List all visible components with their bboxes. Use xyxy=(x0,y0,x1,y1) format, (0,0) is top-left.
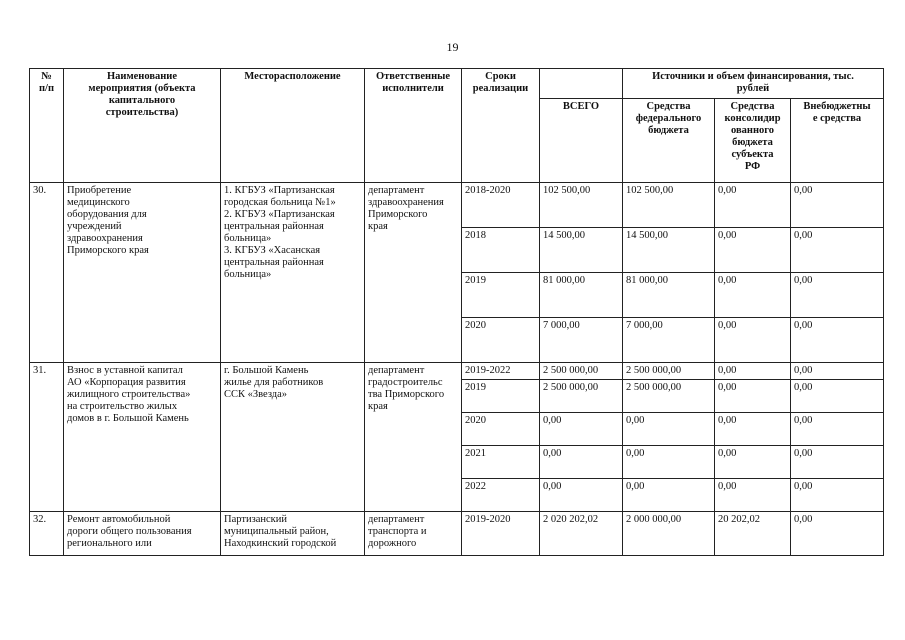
period-cell: 2019-2022 xyxy=(462,363,540,380)
extrabudget-cell: 0,00 xyxy=(791,512,884,556)
consolidated-cell: 0,00 xyxy=(715,479,791,512)
header-federal: Средства федерального бюджета xyxy=(623,99,715,183)
project-location: Партизанский муниципальный район, Находкинский городской xyxy=(221,512,365,556)
header-num: № п/п xyxy=(30,69,64,183)
total-cell: 102 500,00 xyxy=(540,183,623,228)
project-name: Ремонт автомобильной дороги общего пользования регионального или xyxy=(64,512,221,556)
table-row xyxy=(30,183,884,228)
consolidated-cell: 0,00 xyxy=(715,413,791,446)
header-executors: Ответственные исполнители xyxy=(365,69,462,183)
total-cell: 0,00 xyxy=(540,413,623,446)
period-cell: 2019 xyxy=(462,273,540,318)
project-executor: департамент здравоохранения Приморского края xyxy=(365,183,462,363)
extrabudget-cell: 0,00 xyxy=(791,183,884,228)
header-name: Наименование мероприятия (объекта капитального строительства) xyxy=(64,69,221,183)
financing-table xyxy=(29,68,884,556)
consolidated-cell: 0,00 xyxy=(715,380,791,413)
extrabudget-cell: 0,00 xyxy=(791,318,884,363)
total-cell: 2 500 000,00 xyxy=(540,380,623,413)
federal-cell: 2 500 000,00 xyxy=(623,380,715,413)
total-cell: 7 000,00 xyxy=(540,318,623,363)
consolidated-cell: 0,00 xyxy=(715,363,791,380)
project-num: 32. xyxy=(30,512,64,556)
consolidated-cell: 0,00 xyxy=(715,183,791,228)
project-num: 31. xyxy=(30,363,64,512)
extrabudget-cell: 0,00 xyxy=(791,446,884,479)
project-name: Взнос в уставной капитал АО «Корпорация развития жилищного строительства» на строительство жилых домов в г. Большой Камень xyxy=(64,363,221,512)
total-cell: 0,00 xyxy=(540,479,623,512)
total-cell: 0,00 xyxy=(540,446,623,479)
extrabudget-cell: 0,00 xyxy=(791,380,884,413)
total-cell: 2 500 000,00 xyxy=(540,363,623,380)
consolidated-cell: 0,00 xyxy=(715,228,791,273)
period-cell: 2022 xyxy=(462,479,540,512)
extrabudget-cell: 0,00 xyxy=(791,363,884,380)
period-cell: 2021 xyxy=(462,446,540,479)
total-cell: 14 500,00 xyxy=(540,228,623,273)
consolidated-cell: 0,00 xyxy=(715,446,791,479)
project-executor: департамент транспорта и дорожного xyxy=(365,512,462,556)
federal-cell: 2 500 000,00 xyxy=(623,363,715,380)
total-cell: 2 020 202,02 xyxy=(540,512,623,556)
extrabudget-cell: 0,00 xyxy=(791,273,884,318)
period-cell: 2019 xyxy=(462,380,540,413)
header-extrabudget: Внебюджетны е средства xyxy=(791,99,884,183)
period-cell: 2019-2020 xyxy=(462,512,540,556)
federal-cell: 102 500,00 xyxy=(623,183,715,228)
page-number: 19 xyxy=(446,40,459,54)
header-total: ВСЕГО xyxy=(540,99,623,183)
period-cell: 2018 xyxy=(462,228,540,273)
project-location: 1. КГБУЗ «Партизанская городская больница №1» 2. КГБУЗ «Партизанская центральная районная больница» 3. КГБУЗ «Хасанская центральная районная больница» xyxy=(221,183,365,363)
table-header xyxy=(30,69,884,183)
header-sources-group: Источники и объем финансирования, тыс. рублей xyxy=(623,69,884,99)
federal-cell: 0,00 xyxy=(623,413,715,446)
project-name: Приобретение медицинского оборудования для учреждений здравоохранения Приморского края xyxy=(64,183,221,363)
federal-cell: 14 500,00 xyxy=(623,228,715,273)
table-row xyxy=(30,512,884,556)
table-row xyxy=(30,363,884,380)
consolidated-cell: 0,00 xyxy=(715,318,791,363)
period-cell: 2018-2020 xyxy=(462,183,540,228)
consolidated-cell: 0,00 xyxy=(715,273,791,318)
header-blank xyxy=(540,69,623,99)
extrabudget-cell: 0,00 xyxy=(791,479,884,512)
table-body xyxy=(30,183,884,556)
federal-cell: 0,00 xyxy=(623,479,715,512)
project-location: г. Большой Камень жилье для работников ССК «Звезда» xyxy=(221,363,365,512)
consolidated-cell: 20 202,02 xyxy=(715,512,791,556)
period-cell: 2020 xyxy=(462,318,540,363)
project-executor: департамент градостроительс тва Приморского края xyxy=(365,363,462,512)
project-num: 30. xyxy=(30,183,64,363)
federal-cell: 7 000,00 xyxy=(623,318,715,363)
federal-cell: 2 000 000,00 xyxy=(623,512,715,556)
total-cell: 81 000,00 xyxy=(540,273,623,318)
period-cell: 2020 xyxy=(462,413,540,446)
federal-cell: 0,00 xyxy=(623,446,715,479)
extrabudget-cell: 0,00 xyxy=(791,413,884,446)
federal-cell: 81 000,00 xyxy=(623,273,715,318)
header-consolidated: Средства консолидир ованного бюджета субъекта РФ xyxy=(715,99,791,183)
extrabudget-cell: 0,00 xyxy=(791,228,884,273)
header-terms: Сроки реализации xyxy=(462,69,540,183)
header-location: Месторасположение xyxy=(221,69,365,183)
